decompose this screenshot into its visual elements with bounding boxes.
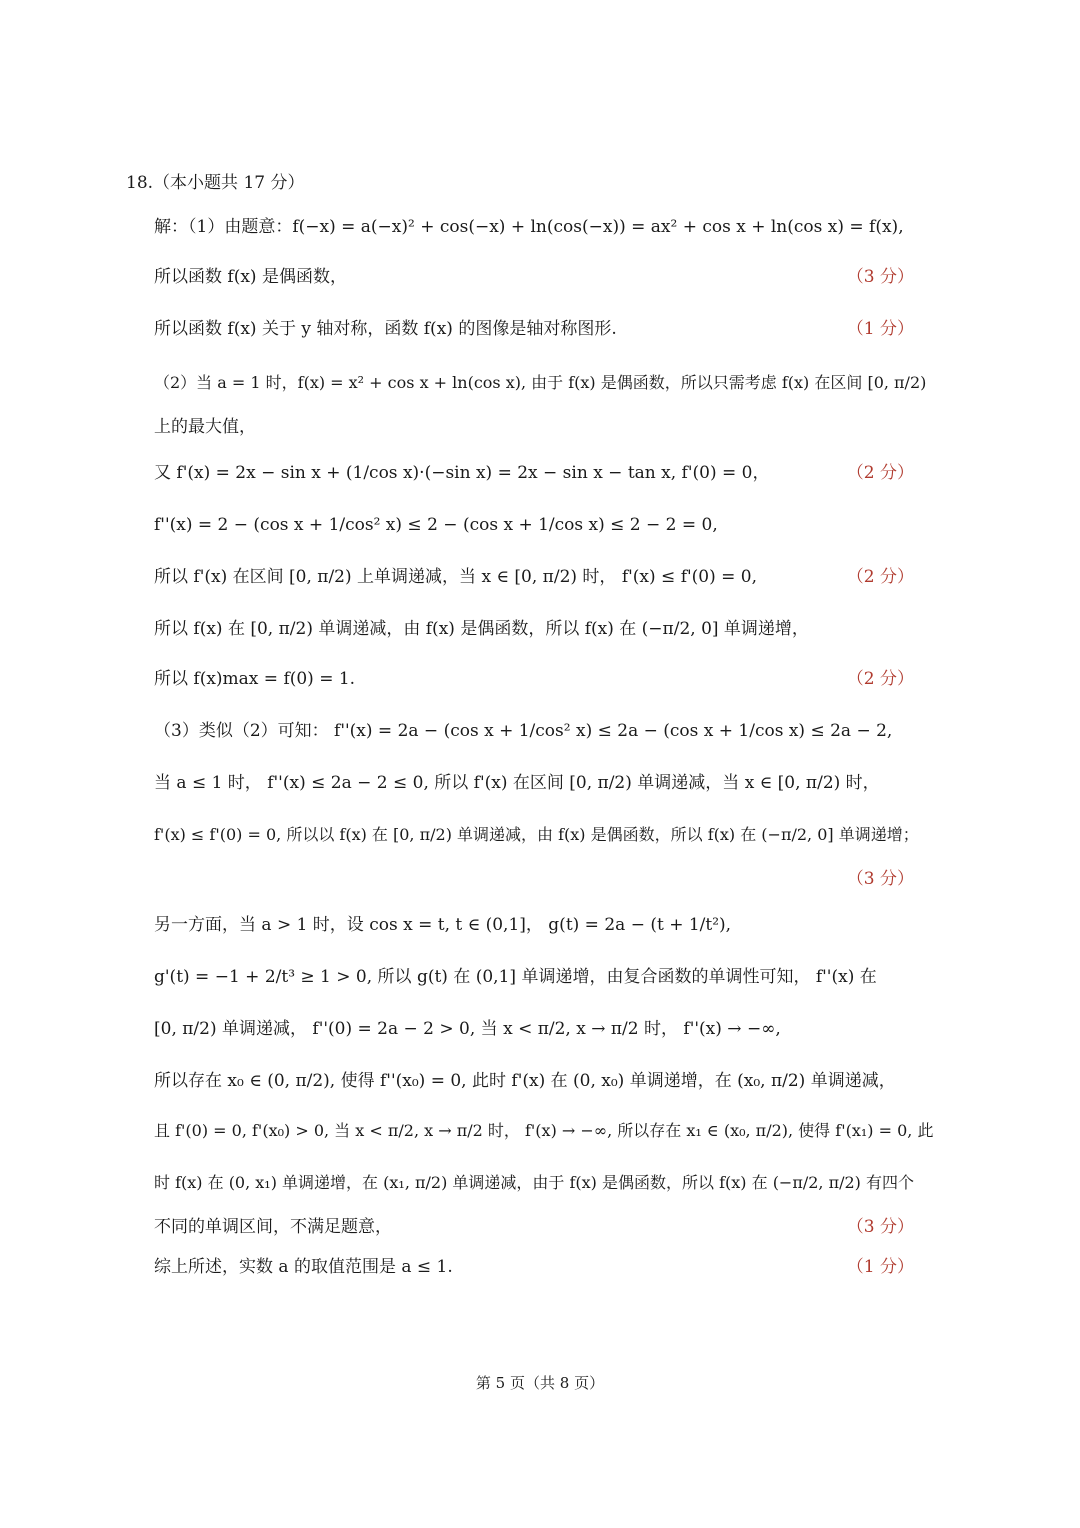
solution-line: 所以 f(x)max = f(0) = 1. xyxy=(154,669,356,689)
question-title: 18.（本小题共 17 分） xyxy=(126,173,305,193)
score-mark: （2 分） xyxy=(846,463,914,483)
solution-line: （3）类似（2）可知： f''(x) = 2a − (cos x + 1/cos² x) ≤ 2a − (cos x + 1/cos x) ≤ 2a − 2, xyxy=(154,721,893,741)
solution-line: （2）当 a = 1 时，f(x) = x² + cos x + ln(cos x), 由于 f(x) 是偶函数，所以只需考虑 f(x) 在区间 [0, π/2) xyxy=(154,373,927,392)
score-mark: （3 分） xyxy=(846,267,914,287)
score-mark: （2 分） xyxy=(846,567,914,587)
page-footer: 第 5 页（共 8 页） xyxy=(475,1374,605,1392)
score-mark: （3 分） xyxy=(846,869,914,889)
solution-line: 时 f(x) 在 (0, x₁) 单调递增，在 (x₁, π/2) 单调递减，由于 f(x) 是偶函数，所以 f(x) 在 (−π/2, π/2) 有四个 xyxy=(154,1173,915,1192)
solution-line: 当 a ≤ 1 时， f''(x) ≤ 2a − 2 ≤ 0, 所以 f'(x) 在区间 [0, π/2) 单调递减，当 x ∈ [0, π/2) 时， xyxy=(154,773,880,793)
solution-line: 且 f'(0) = 0, f'(x₀) > 0, 当 x < π/2, x → π/2 时， f'(x) → −∞, 所以存在 x₁ ∈ (x₀, π/2), 使得 f'(x₁) = 0, 此 xyxy=(154,1121,934,1140)
solution-line: g'(t) = −1 + 2/t³ ≥ 1 > 0, 所以 g(t) 在 (0,1] 单调递增，由复合函数的单调性可知， f''(x) 在 xyxy=(154,967,877,987)
solution-line: 所以存在 x₀ ∈ (0, π/2), 使得 f''(x₀) = 0, 此时 f'(x) 在 (0, x₀) 单调递增，在 (x₀, π/2) 单调递减， xyxy=(154,1071,896,1091)
solution-line: f'(x) ≤ f'(0) = 0, 所以以 f(x) 在 [0, π/2) 单调递减，由 f(x) 是偶函数，所以 f(x) 在 (−π/2, 0] 单调递增； xyxy=(154,825,919,844)
solution-line: 所以 f(x) 在 [0, π/2) 单调递减，由 f(x) 是偶函数，所以 f(x) 在 (−π/2, 0] 单调递增， xyxy=(154,619,809,639)
score-mark: （2 分） xyxy=(846,669,914,689)
solution-line: 上的最大值， xyxy=(154,417,256,437)
solution-line: 所以 f'(x) 在区间 [0, π/2) 上单调递减，当 x ∈ [0, π/2) 时， f'(x) ≤ f'(0) = 0, xyxy=(154,567,758,587)
solution-line: 解：（1）由题意：f(−x) = a(−x)² + cos(−x) + ln(cos(−x)) = ax² + cos x + ln(cos x) = f(x), xyxy=(154,217,904,237)
solution-line: 所以函数 f(x) 是偶函数， xyxy=(154,267,347,287)
solution-line: 另一方面，当 a > 1 时，设 cos x = t, t ∈ (0,1]， g(t) = 2a − (t + 1/t²), xyxy=(154,915,732,935)
score-mark: （1 分） xyxy=(846,1257,914,1277)
solution-line: 综上所述，实数 a 的取值范围是 a ≤ 1. xyxy=(154,1257,453,1277)
solution-line: 所以函数 f(x) 关于 y 轴对称，函数 f(x) 的图像是轴对称图形. xyxy=(154,319,617,339)
solution-line: 不同的单调区间，不满足题意， xyxy=(154,1217,392,1237)
solution-line: f''(x) = 2 − (cos x + 1/cos² x) ≤ 2 − (cos x + 1/cos x) ≤ 2 − 2 = 0, xyxy=(154,515,718,535)
score-mark: （3 分） xyxy=(846,1217,914,1237)
solution-line: [0, π/2) 单调递减， f''(0) = 2a − 2 > 0, 当 x < π/2, x → π/2 时， f''(x) → −∞, xyxy=(154,1019,781,1039)
score-mark: （1 分） xyxy=(846,319,914,339)
solution-line: 又 f'(x) = 2x − sin x + (1/cos x)·(−sin x) = 2x − sin x − tan x, f'(0) = 0， xyxy=(154,463,770,483)
